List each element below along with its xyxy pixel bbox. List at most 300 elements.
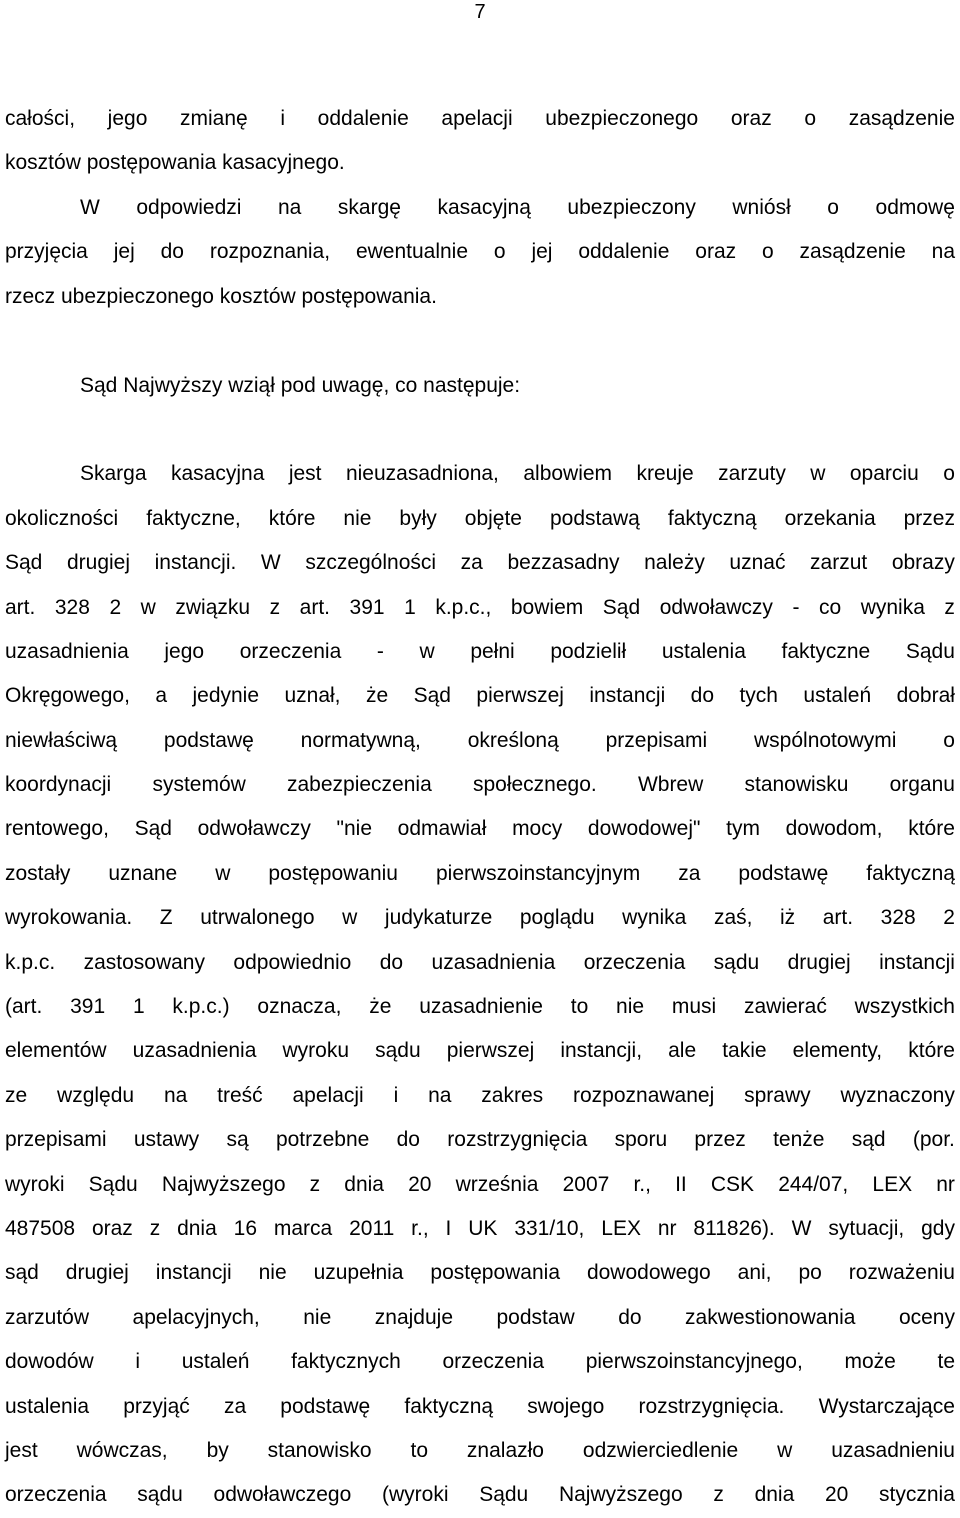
word: że [369, 995, 392, 1019]
word: kasacyjną [437, 195, 531, 219]
word: do [618, 1305, 642, 1329]
word: w [810, 462, 826, 486]
word: stycznia [879, 1483, 955, 1507]
word: za [678, 861, 701, 885]
word: albowiem [523, 462, 613, 486]
text-line [5, 141, 955, 185]
word: że [365, 684, 389, 708]
spacer [5, 319, 955, 364]
word: instancji [879, 950, 955, 974]
word: - [792, 595, 800, 619]
word: odzwierciedlenie [582, 1438, 739, 1462]
word: pierwszej [476, 684, 564, 708]
word: Wystarczające [818, 1394, 955, 1418]
word: dnia [754, 1483, 795, 1507]
text-line [5, 1296, 955, 1340]
word: 1 [404, 595, 416, 619]
word: faktyczną [667, 506, 757, 530]
word: (por. [912, 1128, 955, 1152]
word: takie [722, 1039, 767, 1063]
word: Sąd [413, 684, 451, 708]
word: faktyczną [866, 861, 955, 885]
word: apelacji [441, 107, 513, 130]
word: odwoławczego [213, 1483, 352, 1507]
text-line [5, 586, 955, 630]
word: rozstrzygnięcia. [638, 1394, 785, 1418]
word: swojego [527, 1394, 605, 1418]
word: podstawę [738, 861, 829, 885]
heading-text: Sąd Najwyższy wziął pod uwagę, co następuje: [80, 373, 521, 397]
word: pełni [470, 639, 515, 663]
word: oparciu [849, 462, 919, 486]
word: objęte [464, 506, 522, 530]
word: odpowiednio [233, 950, 352, 974]
text-line [5, 1340, 955, 1384]
word: 811826). [693, 1216, 775, 1240]
word: które [268, 506, 316, 530]
word: skargę [337, 195, 401, 219]
word: Sądu [88, 1172, 138, 1196]
word: LEX [872, 1172, 913, 1196]
word: o [943, 462, 955, 486]
word: należy [644, 551, 705, 575]
word: obrazy [891, 551, 955, 575]
word: kosztów postępowania kasacyjnego. [5, 151, 345, 175]
text-line [5, 230, 955, 274]
word: 244/07, [778, 1172, 849, 1196]
word: ewentualnie [355, 240, 469, 264]
word: zaś, [713, 906, 753, 930]
word: które [908, 1039, 955, 1063]
word: znalazło [466, 1438, 544, 1462]
word: k.p.c. [5, 950, 56, 974]
word: postępowaniu [268, 861, 398, 885]
word: 328 [880, 906, 916, 930]
word: 331/10, [514, 1216, 585, 1240]
word: UK [468, 1216, 498, 1240]
word: ustalenia [661, 639, 746, 663]
word: związku [175, 595, 251, 619]
word: 20 [824, 1483, 849, 1507]
word: na [163, 1083, 188, 1107]
word: I [445, 1216, 452, 1240]
word: (wyroki [381, 1483, 449, 1507]
word: dnia [344, 1172, 384, 1196]
word: Sądu [905, 639, 955, 663]
word: instancji [589, 684, 666, 708]
word: do [690, 684, 715, 708]
word: pierwszej [446, 1039, 535, 1063]
word: przyjęcia [5, 240, 88, 264]
word: elementy, [792, 1039, 883, 1063]
word: to [570, 995, 589, 1019]
word: Skarga [80, 462, 147, 486]
word: judykaturze [384, 906, 493, 930]
word: apelacyjnych, [132, 1305, 260, 1329]
text-line [5, 1473, 955, 1517]
word: podstawę [163, 728, 254, 752]
text-line [5, 1207, 955, 1251]
word: nie [258, 1261, 287, 1285]
word: uznał, [284, 684, 341, 708]
word: art. [299, 595, 330, 619]
word: przepisami [605, 728, 708, 752]
word: szczególności [305, 551, 437, 575]
word: rozstrzygnięcia [447, 1128, 588, 1152]
word: koordynacji [5, 773, 112, 797]
word: do [379, 950, 404, 974]
word: poglądu [519, 906, 595, 930]
word: zmianę [180, 107, 248, 130]
text-line [5, 1029, 955, 1073]
word: wyroki [5, 1172, 65, 1196]
spacer [5, 408, 955, 452]
word: faktyczne, [146, 506, 241, 530]
word: W [791, 1216, 812, 1240]
paragraph-response [5, 186, 955, 319]
word: marca [273, 1216, 333, 1240]
text-line [5, 186, 955, 230]
word: i [393, 1083, 399, 1107]
word: Wbrew [637, 773, 704, 797]
word: ustawy [133, 1128, 200, 1152]
word: za [460, 551, 483, 575]
word: 16 [233, 1216, 257, 1240]
text-line [5, 97, 955, 141]
word: - [376, 639, 384, 663]
word: Sąd [5, 551, 43, 575]
word: 2011 [349, 1216, 395, 1240]
text-line [5, 763, 955, 807]
word: jego [107, 107, 148, 130]
word: k.p.c.) [172, 995, 230, 1019]
word: pierwszoinstancyjnego, [585, 1350, 803, 1374]
word: odmawiał [397, 817, 487, 841]
word: stanowisko [267, 1438, 372, 1462]
word: pierwszoinstancyjnym [435, 861, 641, 885]
word: oceny [898, 1305, 955, 1329]
word: zawierać [743, 995, 827, 1019]
word: znajduje [374, 1305, 453, 1329]
word: zarzuty [718, 462, 786, 486]
word: na [428, 1083, 452, 1107]
word: do [396, 1128, 420, 1152]
word: by [206, 1438, 229, 1462]
word: z [309, 1172, 321, 1196]
text-line [5, 719, 955, 763]
word: Sąd [134, 817, 172, 841]
word: dnia [177, 1216, 217, 1240]
text-line [5, 896, 955, 940]
word: przez [903, 506, 955, 530]
word: podstawę [280, 1394, 371, 1418]
word: faktyczne [781, 639, 871, 663]
word: zasądzenie [799, 240, 906, 264]
word: normatywną, [300, 728, 421, 752]
word: LEX [601, 1216, 641, 1240]
word: odmowę [875, 195, 955, 219]
word: zarzut [810, 551, 868, 575]
word: oddalenie [578, 240, 670, 264]
word: rozpoznania, [209, 240, 331, 264]
word: oraz [695, 240, 737, 264]
word: k.p.c., [435, 595, 492, 619]
word: wyroku [282, 1039, 350, 1063]
word: drugiej [66, 551, 131, 575]
text-line [5, 275, 955, 319]
word: nr [657, 1216, 677, 1240]
word: a [155, 684, 168, 708]
word: niewłaściwą [5, 728, 118, 752]
word: podstawą [549, 506, 640, 530]
word: orzeczenia [583, 950, 686, 974]
text-line [5, 807, 955, 851]
word: całości, [5, 107, 76, 130]
text-line [5, 1163, 955, 1207]
word: dobrał [896, 684, 955, 708]
word: co [818, 595, 842, 619]
word: ze [5, 1083, 28, 1107]
word: uzasadnienia [5, 639, 129, 663]
text-line [5, 497, 955, 541]
word: tenże [773, 1128, 825, 1152]
word: gdy [921, 1216, 955, 1240]
word: sprawy [744, 1083, 811, 1107]
word: podzielił [550, 639, 627, 663]
word: systemów [152, 773, 246, 797]
word: ustaleń [181, 1350, 250, 1374]
word: o [493, 240, 506, 264]
word: na [931, 240, 955, 264]
word: z [944, 595, 955, 619]
word: są [226, 1128, 249, 1152]
word: (art. [5, 995, 43, 1019]
word: tych [739, 684, 778, 708]
word: art. [822, 906, 854, 930]
word: oraz [730, 107, 772, 130]
word: uzupełnia [313, 1261, 404, 1285]
word: uznane [108, 861, 178, 885]
word: drugiej [65, 1261, 129, 1285]
word: uznać [729, 551, 786, 575]
word: ustalenia [5, 1394, 90, 1418]
word: tym [726, 817, 760, 841]
word: sporu [614, 1128, 668, 1152]
word: Z [159, 906, 173, 930]
word: zakwestionowania [685, 1305, 856, 1329]
text-line [5, 985, 955, 1029]
word: wspólnotowymi [754, 728, 897, 752]
word: drugiej [787, 950, 851, 974]
word: organu [889, 773, 955, 797]
word: faktycznych [291, 1350, 401, 1374]
word: orzekania [784, 506, 876, 530]
word: 2 [109, 595, 122, 619]
word: rozpoznawanej [572, 1083, 715, 1107]
section-heading [5, 364, 955, 408]
word: 2 [943, 906, 955, 930]
word: orzeczenia [5, 1483, 107, 1507]
text-line [5, 1385, 955, 1429]
word: ubezpieczonego [545, 107, 699, 130]
word: okoliczności [5, 506, 119, 530]
word: rozważeniu [848, 1261, 955, 1285]
word: w [419, 639, 435, 663]
word: na [278, 195, 302, 219]
text-line [5, 541, 955, 585]
word: sąd [5, 1261, 39, 1285]
word: dowodowego [586, 1261, 711, 1285]
word: oznacza, [257, 995, 342, 1019]
word: odpowiedzi [136, 195, 242, 219]
word: instancji [155, 1261, 232, 1285]
word: rzecz ubezpieczonego kosztów postępowania. [5, 284, 437, 308]
text-line [5, 1251, 955, 1295]
word: były [399, 506, 437, 530]
word: jest [5, 1438, 38, 1462]
word: września [455, 1172, 539, 1196]
word: przepisami [5, 1128, 107, 1152]
text-line [5, 630, 955, 674]
word: instancji, [560, 1039, 643, 1063]
word: nr [936, 1172, 955, 1196]
word: z [149, 1216, 161, 1240]
word: zakres [481, 1083, 544, 1107]
word: sąd [851, 1128, 886, 1152]
word: wynika [622, 906, 687, 930]
word: 1 [132, 995, 145, 1019]
word: uzasadnienia [431, 950, 556, 974]
word: rentowego, [5, 817, 109, 841]
word: ale [668, 1039, 697, 1063]
word: to [410, 1438, 428, 1462]
word: utrwalonego [200, 906, 315, 930]
text-line [5, 941, 955, 985]
word: oraz [91, 1216, 133, 1240]
word: r., [633, 1172, 651, 1196]
word: sytuacji, [828, 1216, 905, 1240]
word: zostały [5, 861, 71, 885]
word: uzasadnienie [419, 995, 543, 1019]
word: kreuje [636, 462, 694, 486]
word: stanowisku [744, 773, 849, 797]
word: 2007 [562, 1172, 610, 1196]
word: treść [217, 1083, 263, 1107]
word: te [937, 1350, 955, 1374]
word: r., [411, 1216, 429, 1240]
word: jest [288, 462, 322, 486]
word: o [761, 240, 774, 264]
word: do [160, 240, 184, 264]
word: musi [671, 995, 717, 1019]
word: 487508 [5, 1216, 76, 1240]
word: 391 [349, 595, 385, 619]
word: art. [5, 595, 36, 619]
word: zasądzenie [848, 107, 955, 130]
word: przez [694, 1128, 746, 1152]
text-line [5, 452, 955, 496]
word: społecznego. [472, 773, 597, 797]
word: za [223, 1394, 247, 1418]
word: 328 [54, 595, 90, 619]
paragraph-appeal-request [5, 97, 955, 186]
word: sądu [137, 1483, 183, 1507]
page-number: 7 [474, 1, 486, 23]
word: i [280, 107, 286, 130]
word: orzeczenia [442, 1350, 545, 1374]
text-line [5, 674, 955, 718]
word: oddalenie [317, 107, 409, 130]
word: które [908, 817, 955, 841]
word: jej [531, 240, 553, 264]
word: w [342, 906, 358, 930]
word: w [777, 1438, 793, 1462]
paragraph-reasoning [5, 452, 955, 1517]
word: dowodowej" [587, 817, 701, 841]
word: bezzasadny [507, 551, 620, 575]
word: Sąd [602, 595, 641, 619]
word: nie [343, 506, 372, 530]
word: Okręgowego, [5, 684, 130, 708]
word: Sądu [479, 1483, 529, 1507]
word: 20 [408, 1172, 432, 1196]
word: jedynie [192, 684, 260, 708]
word: o [804, 107, 817, 130]
word: jego [164, 639, 205, 663]
word: Najwyższego [558, 1483, 683, 1507]
word: dowodów [5, 1350, 94, 1374]
word: bowiem [510, 595, 584, 619]
word: iż [780, 906, 796, 930]
word: W [260, 551, 281, 575]
word: ani, [737, 1261, 772, 1285]
word: kasacyjna [170, 462, 265, 486]
word: nie [616, 995, 645, 1019]
word: jej [113, 240, 135, 264]
word: II [675, 1172, 687, 1196]
word: ustaleń [803, 684, 872, 708]
word: przyjąć [123, 1394, 190, 1418]
word: sądu [713, 950, 760, 974]
word: "nie [336, 817, 372, 841]
text-line [5, 1429, 955, 1473]
word: zabezpieczenia [287, 773, 432, 797]
word: 391 [70, 995, 106, 1019]
word: wniósł [732, 195, 791, 219]
word: w [215, 861, 231, 885]
word: z [269, 595, 281, 619]
word: może [844, 1350, 896, 1374]
word: uzasadnienia [132, 1039, 257, 1063]
word: względu [57, 1083, 135, 1107]
word: Najwyższego [161, 1172, 286, 1196]
word: W [80, 195, 100, 219]
word: wyrokowania. [5, 906, 133, 930]
word: podstaw [496, 1305, 575, 1329]
word: zastosowany [83, 950, 205, 974]
word: mocy [512, 817, 563, 841]
text-line [5, 1074, 955, 1118]
word: orzeczenia [239, 639, 342, 663]
word: po [798, 1261, 822, 1285]
word: odwoławczy [659, 595, 773, 619]
word: dowodom, [785, 817, 883, 841]
word: instancji. [154, 551, 237, 575]
word: wyznaczony [840, 1083, 955, 1107]
word: określoną [467, 728, 559, 752]
word: wszystkich [854, 995, 955, 1019]
word: zarzutów [5, 1305, 90, 1329]
